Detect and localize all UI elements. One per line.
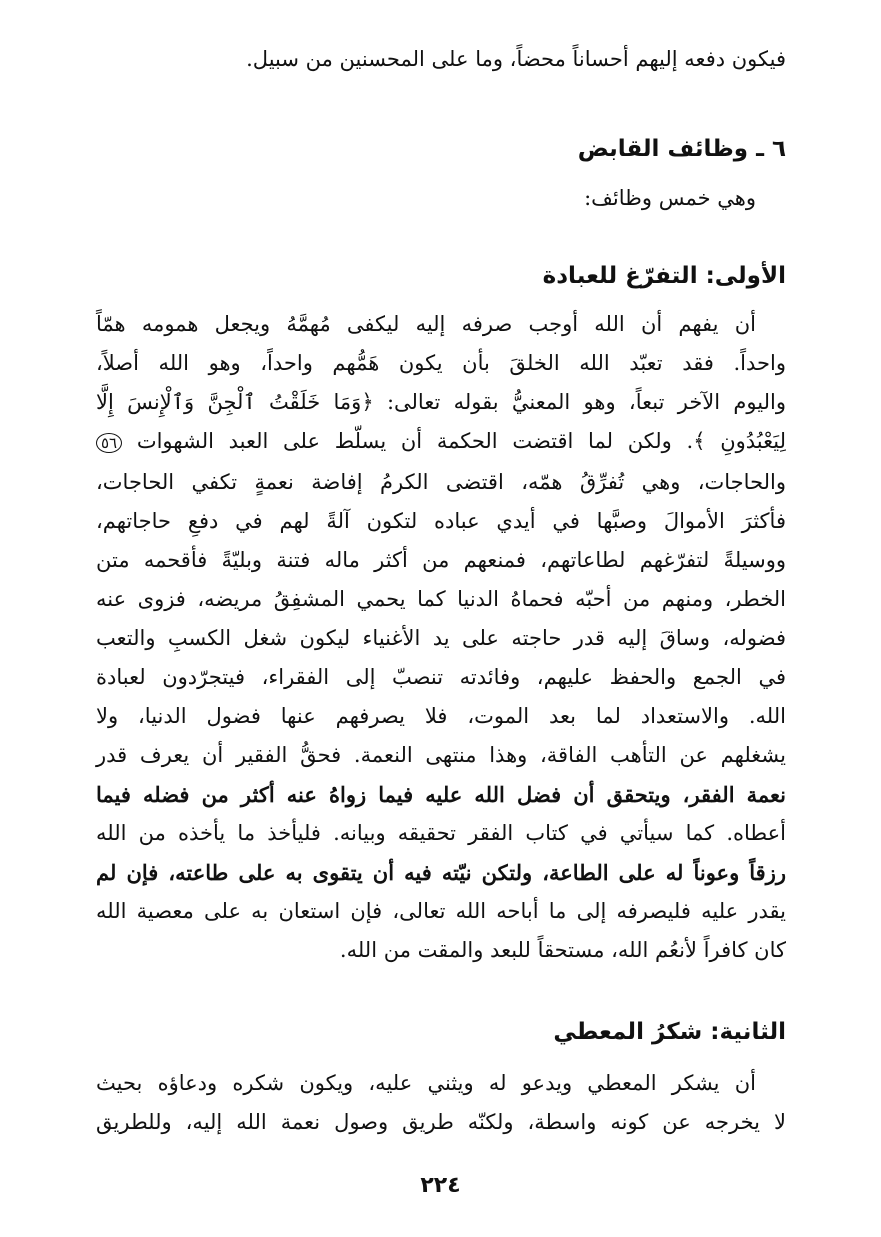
paragraph-line: واليوم الآخر تبعاً، وهو المعنيُّ بقوله تعالى: ﴿وَمَا خَلَقْتُ ٱلْجِنَّ وَٱلْإِنسَ إِلَّا	[96, 390, 786, 414]
paragraph-line: فأكثرَ الأموالَ وصبَّها في أيدي عباده لتكون آلةً لهم في دفعِ حاجاتهم،	[96, 509, 786, 533]
paragraph-line: واحداً. فقد تعبّد الله الخلقَ بأن يكون هَمُّهم واحداً، وهو الله أصلاً،	[96, 351, 786, 375]
page-body	[96, 40, 786, 1142]
ayah-number-marker: ٥٦	[96, 433, 122, 453]
page-number: ٢٢٤	[420, 1173, 461, 1198]
second-duty-paragraph	[96, 1064, 786, 1142]
paragraph-line: الله. والاستعداد لما بعد الموت، فلا يصرفهم عنها فضول الدنيا، ولا	[96, 704, 786, 728]
paragraph-line: في الجمع والحفظ عليهم، وفائدته تنصبّ إلى الفقراء، فيتجرّدون لعبادة	[96, 665, 786, 689]
section-subtitle: وهي خمس وظائف:	[584, 186, 756, 210]
paragraph-line: والحاجات، وهي تُفرِّقُ همّه، اقتضى الكرمُ إفاضة نعمةٍ تكفي الحاجات،	[96, 470, 786, 494]
first-duty-heading: الأولى: التفرّغ للعبادة	[542, 263, 786, 289]
paragraph-line: أن يفهم أن الله أوجب صرفه إليه ليكفى مُهمَّهُ ويجعل همومه همّاً	[96, 312, 756, 336]
section-title: ٦ ـ وظائف القابض	[577, 136, 786, 162]
paragraph-line: كان كافراً لأنعُم الله، مستحقاً للبعد والمقت من الله.	[339, 938, 786, 962]
paragraph-line: فضوله، وساقَ إليه قدر حاجته على يد الأغنياء ليكون شغل الكسبِ والتعب	[96, 626, 786, 650]
paragraph-line: يقدر عليه فليصرفه إلى ما أباحه الله تعالى، فإن استعان به على معصية الله	[96, 899, 786, 923]
first-duty-paragraph	[96, 305, 786, 970]
paragraph-line: أعطاه. كما سيأتي في كتاب الفقر تحقيقه وبيانه. فليأخذ ما يأخذه من الله	[96, 821, 786, 845]
paragraph-line: الخطر، ومنهم من أحبّه فحماهُ الدنيا كما يحمي المشفِقُ مريضه، فزوى عنه	[96, 587, 786, 611]
paragraph-line: ووسيلةً لتفرّغهم لطاعاتهم، فمنعهم من أكثر ماله فتنة وبليّةً فأقحمه متن	[96, 548, 786, 572]
paragraph-line	[96, 422, 786, 463]
intro-line: فيكون دفعه إليهم أحساناً محضاً، وما على المحسنين من سبيل.	[246, 47, 786, 71]
quran-verse-end: لِيَعْبُدُونِ ﴾. ولكن لما اقتضت الحكمة أن يسلّط على العبد الشهوات	[136, 429, 786, 453]
paragraph-line: لا يخرجه عن كونه واسطة، ولكنّه طريق وصول نعمة الله إليه، وللطريق	[96, 1110, 786, 1134]
paragraph-line-emphasis: رزقاً وعوناً له على الطاعة، ولتكن نيّته فيه أن يتقوى به على طاعته، فإن لم	[96, 860, 786, 885]
paragraph-line: يشغلهم عن التأهب الفاقة، وهذا منتهى النعمة. فحقُّ الفقير أن يعرف قدر	[96, 743, 786, 767]
second-duty-heading: الثانية: شكرُ المعطي	[553, 1019, 786, 1045]
paragraph-line-emphasis: نعمة الفقر، ويتحقق أن فضل الله عليه فيما زواهُ عنه أكثر من فضله فيما	[96, 782, 786, 807]
paragraph-line: أن يشكر المعطي ويدعو له ويثني عليه، ويكون شكره ودعاؤه بحيث	[96, 1071, 756, 1095]
